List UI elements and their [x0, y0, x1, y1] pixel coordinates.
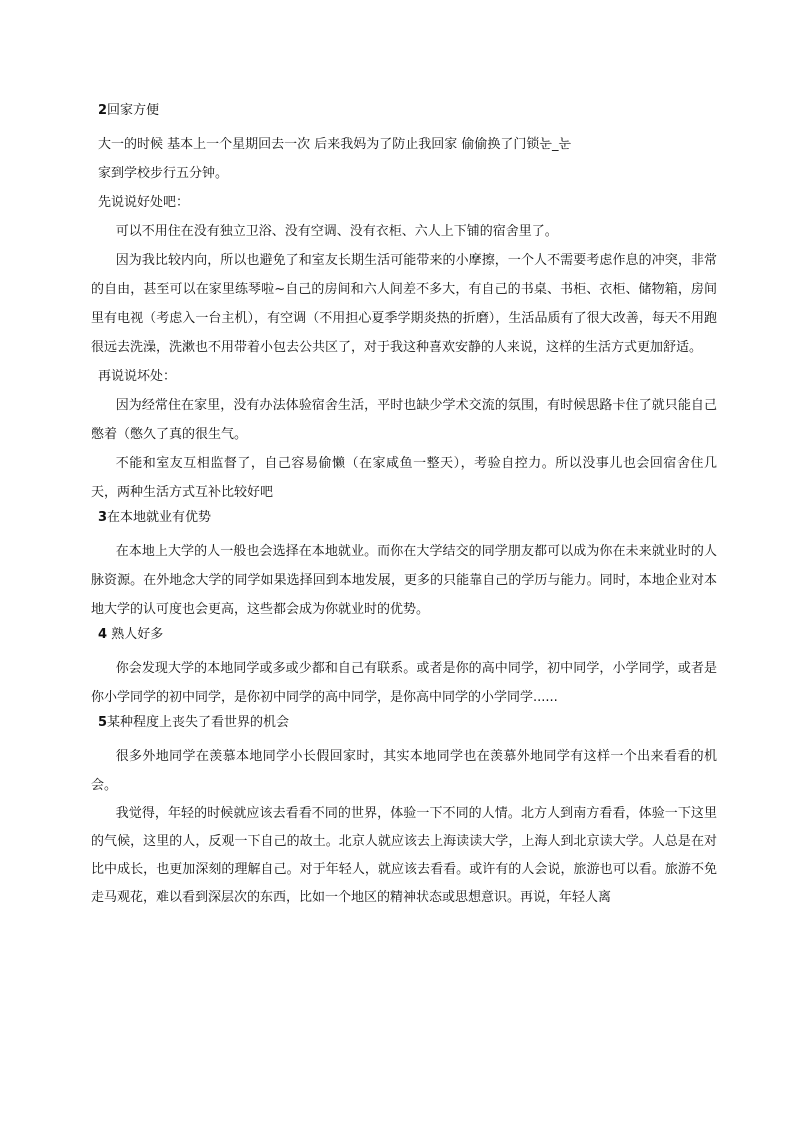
document-body [91, 100, 717, 912]
section-number: 5 [98, 715, 108, 730]
paragraph: 家到学校步行五分钟。 [98, 166, 229, 181]
section-number: 3 [98, 510, 108, 525]
section-number: 2 [98, 103, 108, 118]
paragraph: 不能和室友互相监督了，自己容易偷懒（在家咸鱼一整天），考验自控力。所以没事儿也会回宿舍住几天，两种生活方式互补比较好吧 [91, 456, 717, 500]
section-title: 回家方便 [107, 103, 160, 118]
section-title: 某种程度上丧失了看世界的机会 [107, 715, 290, 730]
section-heading [91, 507, 717, 529]
paragraph: 因为经常住在家里，没有办法体验宿舍生活，平时也缺少学术交流的氛围，有时候思路卡住了就只能自己憋着（憋久了真的很生气。 [91, 398, 717, 442]
paragraph: 因为我比较内向，所以也避免了和室友长期生活可能带来的小摩擦，一个人不需要考虑作息的冲突，非常的自由，甚至可以在家里练琴啦~自己的房间和六人间差不多大，有自己的书桌、书柜、衣柜、储物箱，房间里有电视（考虑入一台主机），有空调（不用担心夏季学期炎热的折磨），生活品质有了很大改善，每天不用跑很远去洗澡，洗漱也不用带着小包去公共区了，对于我这种喜欢安静的人来说，这样的生活方式更加舒适。 [91, 253, 717, 355]
section-heading [91, 712, 717, 734]
section-title: 熟人好多 [111, 627, 164, 642]
section-heading [91, 624, 717, 646]
paragraph: 在本地上大学的人一般也会选择在本地就业。而你在大学结交的同学朋友都可以成为你在未来就业时的人脉资源。在外地念大学的同学如果选择回到本地发展，更多的只能靠自己的学历与能力。同时，本地企业对本地大学的认可度也会更高，这些都会成为你就业时的优势。 [91, 544, 717, 617]
paragraph: 很多外地同学在羡慕本地同学小长假回家时，其实本地同学也在羡慕外地同学有这样一个出来看看的机会。 [91, 749, 717, 793]
section-number: 4 [98, 627, 108, 642]
paragraph: 先说说好处吧： [98, 195, 190, 210]
paragraph: 可以不用住在没有独立卫浴、没有空调、没有衣柜、六人上下铺的宿舍里了。 [115, 224, 558, 239]
section-title: 在本地就业有优势 [107, 510, 212, 525]
section-heading [91, 100, 717, 122]
paragraph: 你会发现大学的本地同学或多或少都和自己有联系。或者是你的高中同学，初中同学，小学同学，或者是你小学同学的初中同学，是你初中同学的高中同学，是你高中同学的小学同学...... [91, 661, 717, 705]
paragraph: 再说说坏处： [98, 369, 177, 384]
paragraph: 我觉得，年轻的时候就应该去看看不同的世界，体验一下不同的人情。北方人到南方看看，体验一下这里的气候，这里的人，反观一下自己的故土。北京人就应该去上海读读大学，上海人到北京读大学。人总是在对比中成长，也更加深刻的理解自己。对于年轻人，就应该去看看。或许有的人会说，旅游也可以看。旅游不免走马观花，难以看到深层次的东西，比如一个地区的精神状态或思想意识。再说，年轻人离 [91, 806, 717, 905]
paragraph: 大一的时候 基本上一个星期回去一次 后来我妈为了防止我回家 偷偷换了门锁눈_눈 [98, 137, 572, 152]
